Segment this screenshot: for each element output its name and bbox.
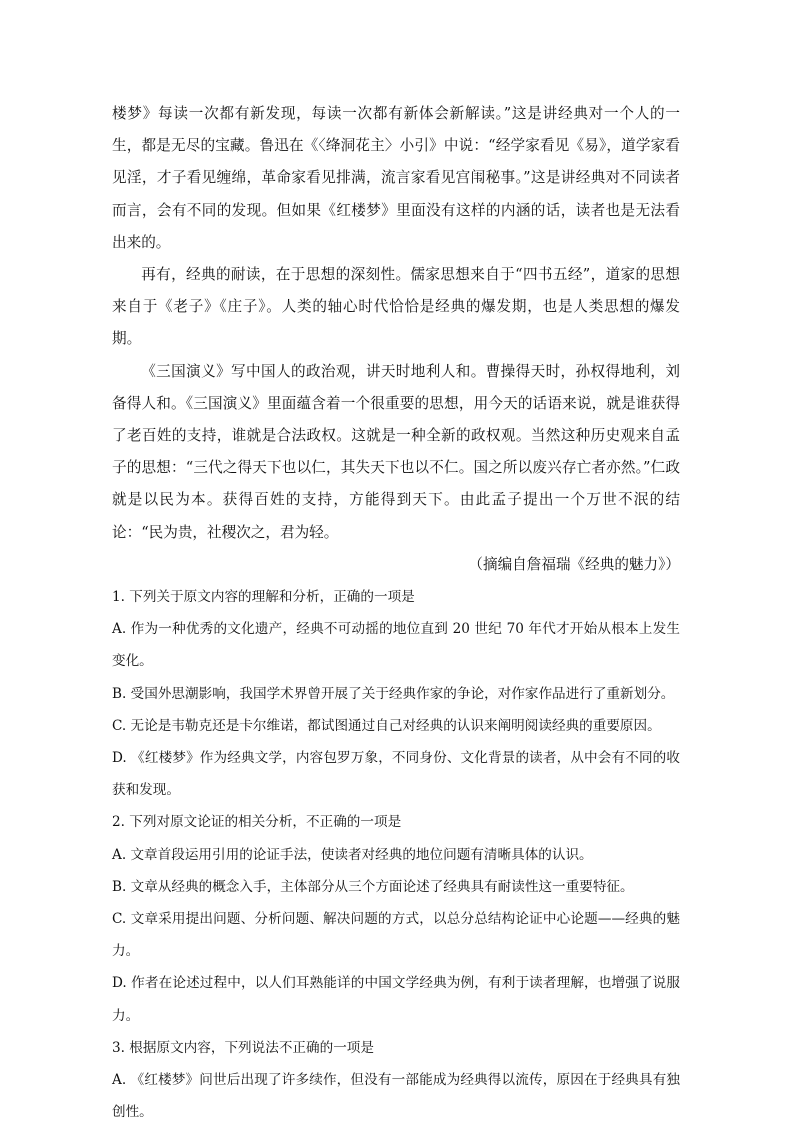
question-3 (112, 1032, 680, 1129)
passage-paragraph-depth-of-thought: 再有，经典的耐读，在于思想的深刻性。儒家思想来自于“四书五经”，道家的思想来自于《老子》《庄子》。人类的轴心时代恰恰是经典的爆发期，也是人类思想的爆发期。 (112, 266, 680, 348)
question-option: A. 文章首段运用引用的论证手法，使读者对经典的地位问题有清晰具体的认识。 (112, 846, 593, 863)
question-option: A. 《红楼梦》问世后出现了许多续作，但没有一部能成为经典得以流传，原因在于经典具有独创性。 (112, 1072, 680, 1121)
question-option: A. 作为一种优秀的文化遗产，经典不可动摇的地位直到 20 世纪 70 年代才开始从根本上发生变化。 (112, 621, 680, 670)
question-option: C. 无论是韦勒克还是卡尔维诺，都试图通过自己对经典的认识来阐明阅读经典的重要原因。 (112, 717, 661, 734)
question-option: D. 《红楼梦》作为经典文学，内容包罗万象，不同身份、文化背景的读者，从中会有不同的收获和发现。 (112, 750, 680, 799)
question-stem: 2. 下列对原文论证的相关分析，不正确的一项是 (112, 814, 402, 831)
passage-paragraph-three-kingdoms: 《三国演义》写中国人的政治观，讲天时地利人和。曹操得天时，孙权得地利，刘备得人和。《三国演义》里面蕴含着一个很重要的思想，用今天的话语来说，就是谁获得了老百姓的支持，谁就是合法政权。这就是一种全新的政权观。当然这种历史观来自孟子的思想：“三代之得天下也以仁，其失天下也以不仁。国之所以废兴存亡者亦然。”仁政就是以民为本。获得百姓的支持，方能得到天下。由此孟子提出一个万世不泯的结论：“民为贵，社稷次之，君为轻。 (112, 362, 680, 541)
question-option: B. 文章从经典的概念入手，主体部分从三个方面论述了经典具有耐读性这一重要特征。 (112, 878, 634, 895)
question-option: B. 受国外思潮影响，我国学术界曾开展了关于经典作家的争论，对作家作品进行了重新划分。 (112, 685, 675, 702)
question-option: D. 作者在论述过程中，以人们耳熟能详的中国文学经典为例，有利于读者理解，也增强了说服力。 (112, 975, 680, 1024)
question-2 (112, 806, 680, 1031)
question-option: C. 文章采用提出问题、分析问题、解决问题的方式，以总分总结构论证中心论题——经典的魅力。 (112, 911, 680, 960)
passage-paragraph-continuation: 楼梦》每读一次都有新发现，每读一次都有新体会新解读。”这是讲经典对一个人的一生，都是无尽的宝藏。鲁迅在《〈绛洞花主〉小引》中说：“经学家看见《易》，道学家看见淫，才子看见缠绵，革命家看见排满，流言家看见宫闱秘事。”这是讲经典对不同读者而言，会有不同的发现。但如果《红楼梦》里面没有这样的内涵的话，读者也是无法看出来的。 (112, 105, 680, 251)
document-content (112, 98, 680, 1129)
question-stem: 3. 根据原文内容，下列说法不正确的一项是 (112, 1039, 374, 1056)
passage-source-citation: （摘编自詹福瑞《经典的魅力》） (468, 555, 680, 573)
question-stem: 1. 下列关于原文内容的理解和分析，正确的一项是 (112, 589, 415, 606)
question-1 (112, 581, 680, 806)
